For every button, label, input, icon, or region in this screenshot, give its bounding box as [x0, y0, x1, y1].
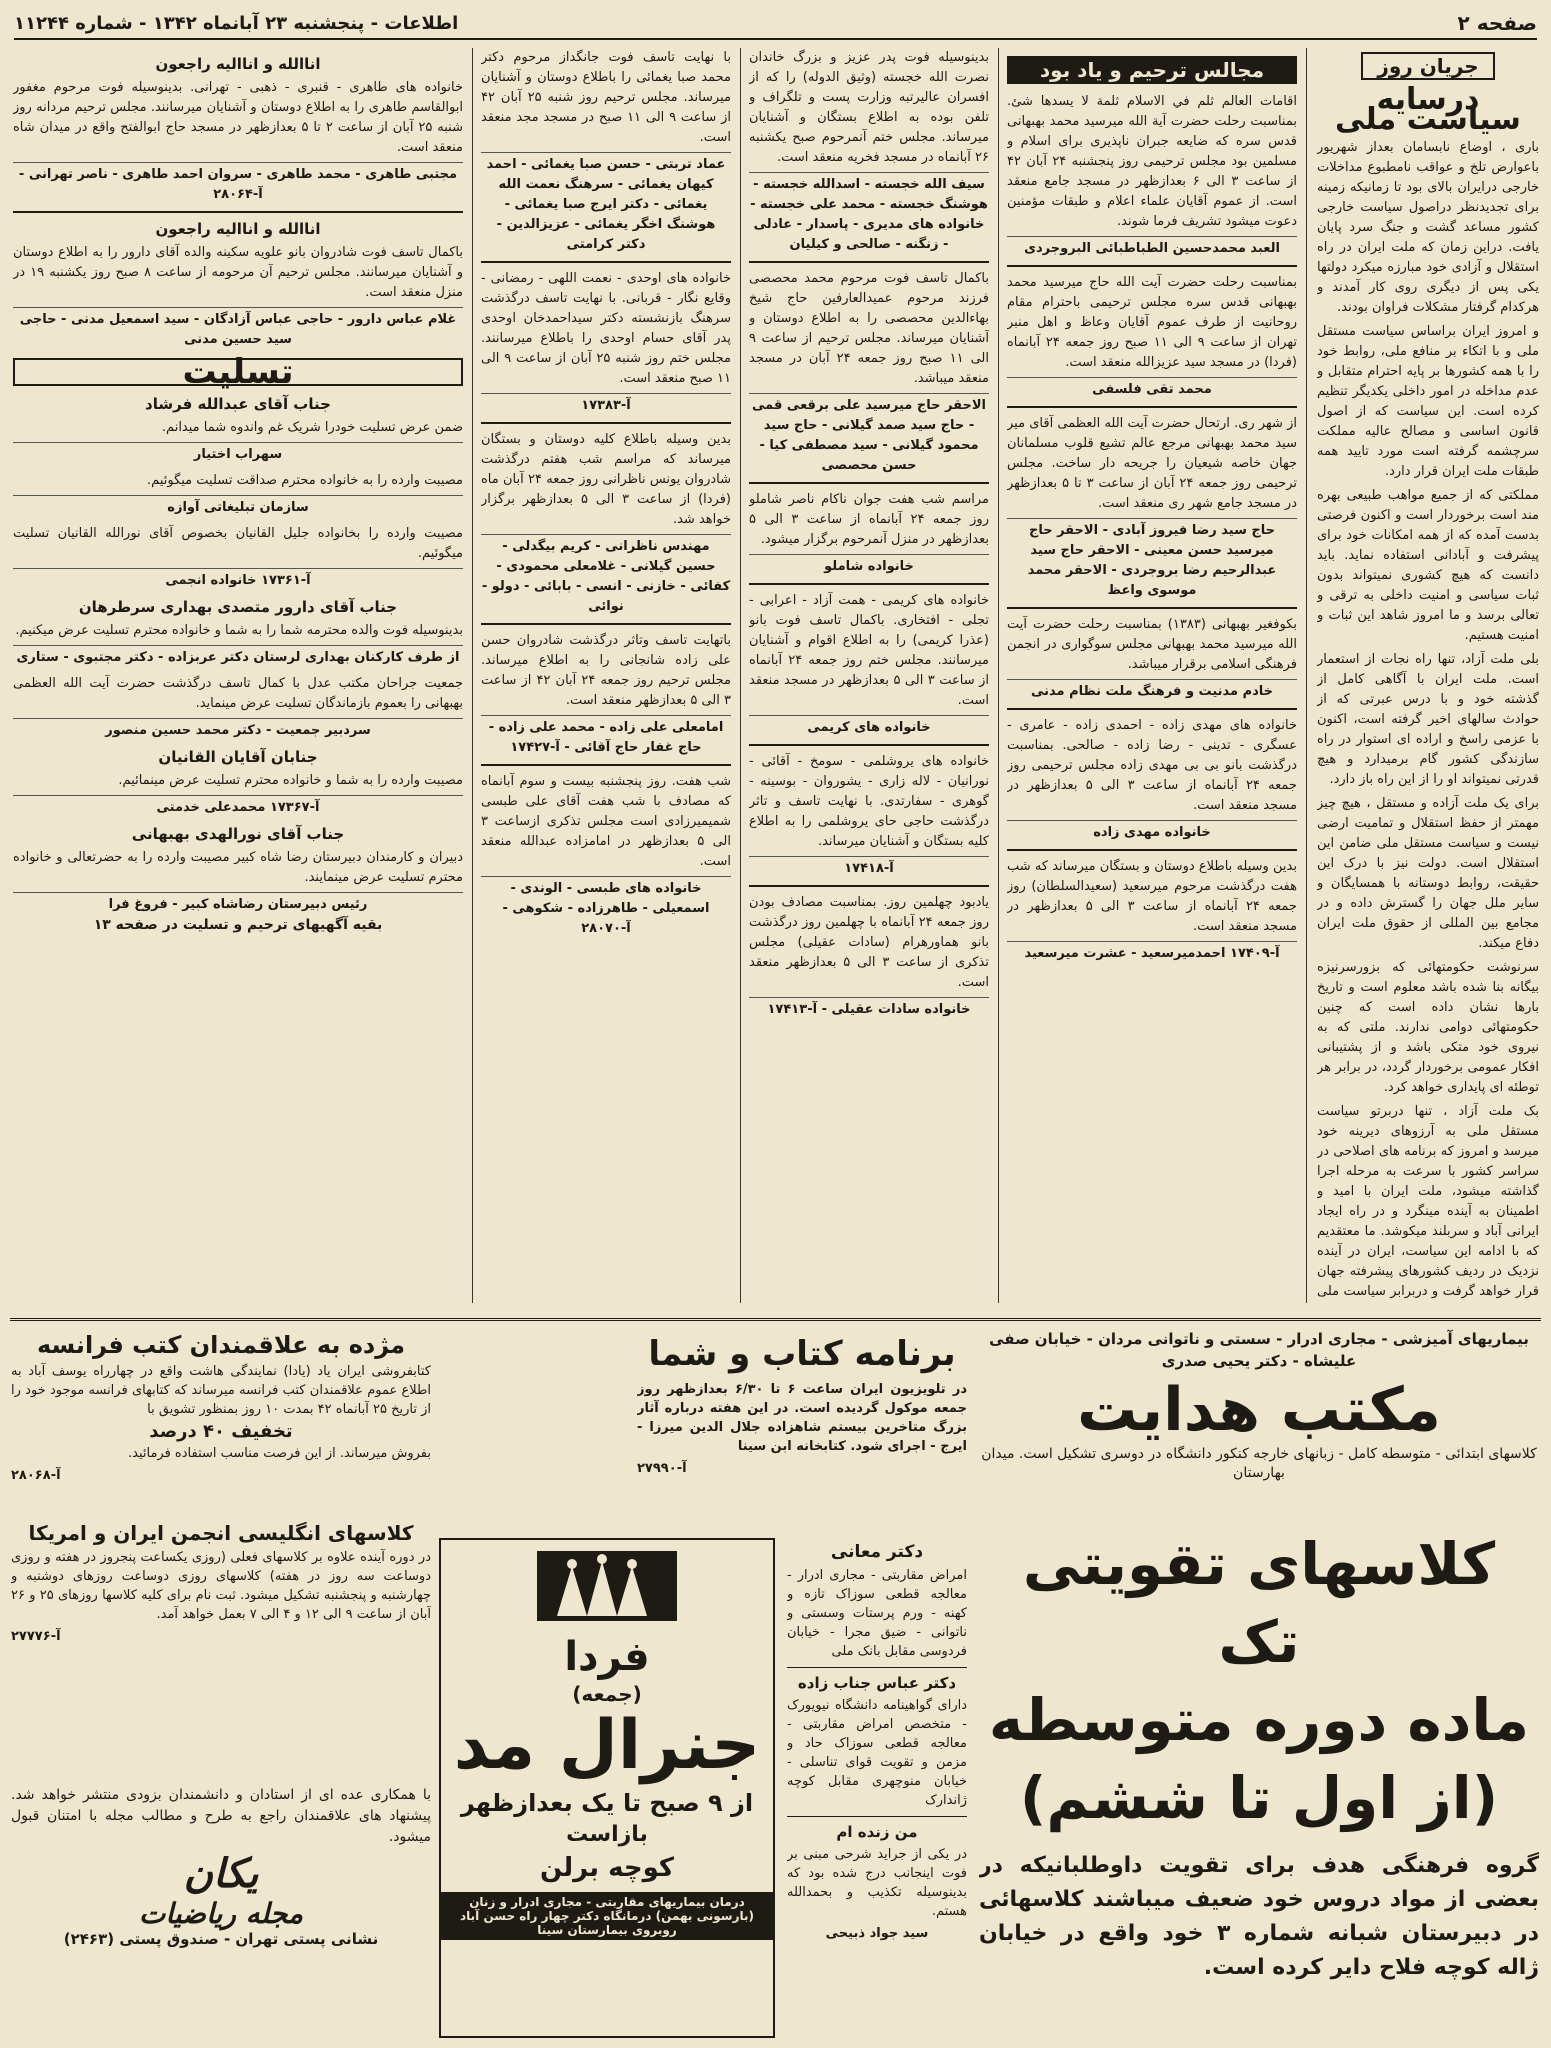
- notice-signature: آ-۱۷۴۱۸: [749, 856, 989, 879]
- condolence-text: دبیران و کارمندان دبیرستان رضا شاه کبیر مصیبت وارده را به حضرتعالی و خانواده محترم تسلیت عرض مینمایند.: [13, 850, 463, 885]
- ad-english-body: در دوره آینده علاوه بر کلاسهای فعلی (روزی یکساعت پنجروز در هفته و روزی دوساعت سه روز در هفته) کلاسهای روزی دوساعت روزهای دوشنبه و چهارشنبه و پنجشنبه تشکیل میشود. ثبت نام برای کلیه کلاسها روزهای ۲۵ و ۲۶ آبان از ساعت ۹ الی ۱۲ و ۴ الی ۷ بعمل خواهد آمد.: [11, 1550, 431, 1622]
- divider: [13, 211, 463, 213]
- ad-general-time: از ۹ صبح تا یک بعدازظهر: [460, 1789, 754, 1817]
- memorial-section-ribbon: مجالس ترحیم و یاد بود: [1007, 56, 1297, 84]
- notice-signature: امامعلی علی زاده - محمد علی زاده - حاج غفار حاج آقائی - آ-۱۷۴۲۷: [481, 715, 731, 758]
- notice-text: اقامات العالم ثلم في الاسلام ثلمة لا يسدها شئ. بمناسبت رحلت حضرت آیة الله میرسید محمد بهبهانی قدس سره که ضایعه جبران ناپذیری برای اسلام و مسلمین بود مجلس ترحیمی روز پنجشنبه ۲۴ آبان ۴۲ از ساعت ۳ الی ۶ بعدازظهر در مسجد جامع منعقد است. از عموم آقایان علماء اعلام و طبقات مؤمنین دعوت میشود تشریف فرما شوند.: [1007, 94, 1297, 229]
- notice-text: خانواده های کریمی - همت آزاد - اعرابی - تجلی - افتخاری. باکمال تاسف فوت بانو (عذرا کریمی) را به اطلاع اقوام و آشنایان میرسانند. مجلس ختم روز جمعه ۲۴ آبانماه از ساعت ۳ الی ۵ بعدازظهر در مسجد منعقد است.: [749, 593, 989, 708]
- notice-signature: خانواده های کریمی: [749, 715, 989, 738]
- ad-general-jomeh: (جمعه): [572, 1682, 642, 1706]
- notice-signature: خانواده سادات عقیلی - آ-۱۷۴۱۳: [749, 997, 989, 1020]
- ad-book-title: برنامه کتاب و شما: [648, 1334, 956, 1374]
- ad-clinic-strip: درمان بیماریهای مقاربتی - مجاری ادرار و زنان (بارسونی بهمن) درمانگاه دکتر چهار راه حسن آباد روبروی بیمارستان سینا: [441, 1892, 773, 1940]
- notice-signature: خادم مدنیت و فرهنگ ملت نظام مدنی: [1007, 679, 1297, 702]
- ad-notice-signature: سید جواد ذبیحی: [825, 1926, 929, 1941]
- ad-general-street: کوچه برلن: [539, 1853, 675, 1883]
- notice-text: بکوفغیر بهبهانی (۱۳۸۳) بمناسبت رحلت حضرت آیت الله میرسید محمد بهبهانی مجلس سوگواری در انجمن فرهنگی اسلامی برقرار میباشد.: [1007, 617, 1297, 672]
- ad-general-name: جنرال مد: [453, 1706, 761, 1785]
- divider: [1007, 607, 1297, 609]
- ad-book-program: [637, 1328, 967, 1528]
- ad-french-title: مژده به علاقمندان کتب فرانسه: [36, 1331, 406, 1359]
- ad-french-code: آ-۲۸۰۶۸: [11, 1468, 61, 1483]
- editorial-paragraph: بلی ملت آزاد، تنها راه نجات از استعمار است. ملت ایران با آگاهی کامل از گذشته خود و با درس عبرتی که از حوادث سالهای اخیر گرفته است، اکنون با عزمی راسخ و اراده ای استوار در راه سازندگی کشور گام برمیدارد و هیچ قدرتی نمیتواند او را از این راه باز دارد.: [1317, 652, 1539, 787]
- notice-signature: غلام عباس دارور - حاجی عباس آزادگان - سید اسمعیل مدنی - حاجی سید حسین مدنی: [13, 307, 463, 350]
- condolence-head: جناب آقای عبدالله فرشاد: [145, 395, 331, 413]
- divider: [1007, 849, 1297, 851]
- ad-yekan-magazine: [11, 1765, 431, 2035]
- ad-notice-text: در یکی از جراید شرحی مبنی بر فوت اینجانب درج شده بود که بدینوسیله تکذیب و بحمدالله هستم.: [787, 1847, 967, 1919]
- notice-text: بدین وسیله باطلاع کلیه دوستان و بستگان میرساند که مراسم شب هفتم درگذشت شادروان یونس ناظرانی روز جمعه ۲۴ آبان ماه (فردا) از ساعت ۳ الی ۵ بعدازظهر برگزار خواهد شد.: [481, 432, 731, 527]
- notice-signature: خانواده های طبسی - الوندی - اسمعیلی - طاهرزاده - شکوهی - آ-۲۸۰۷۰: [481, 876, 731, 939]
- notice-text: باتهایت تاسف وتاثر درگذشت شادروان حسن علی زاده شانجانی را به اطلاع میرساند. مجلس ترحیم روز جمعه ۲۴ آبان ۴۲ از ساعت ۳ الی ۵ بعدازظهر منعقد است.: [481, 633, 731, 708]
- notice-signature: الاحقر حاج میرسید علی برقعی قمی - حاج سید صمد گیلانی - حاج سید محمود گیلانی - سید مصطفی کیا - حسن محصصی: [749, 393, 989, 476]
- condolence-signature: آ-۱۷۳۶۱ خانواده انجمی: [13, 568, 463, 591]
- ad-english-title: کلاسهای انگلیسی انجمن ایران و امریکا: [28, 1521, 414, 1545]
- condolence-head: جنابان آقایان القانیان: [158, 748, 318, 766]
- condolence-signature: سازمان تبلیغاتی آوازه: [13, 495, 463, 518]
- ad-book-body: در تلویزیون ایران ساعت ۶ تا ۶/۳۰ بعدازظهر روز جمعه موکول گردیده است. در این هفته درباره آثار بزرگ متاخرین بیستم شاهزاده جلال الدین میرزا - ایرج - اجرای شود. کتابخانه ابن سینا: [637, 1382, 967, 1454]
- ads-separator: [10, 1318, 1541, 1321]
- ad-yekan-address: نشانی پستی تهران - صندوق پستی (۲۴۶۳): [63, 1930, 379, 1948]
- page-number: صفحه ۲: [1457, 11, 1537, 35]
- divider: [749, 583, 989, 585]
- divider: [1007, 708, 1297, 710]
- condolence-text: جمعیت جراحان مکتب عدل با کمال تاسف درگذشت حضرت آیت الله العظمی بهبهانی را بعموم بازماندگان تسلیت عرض مینماید.: [13, 676, 463, 711]
- condolence-text: ضمن عرض تسلیت خودرا شریک غم واندوه شما میدانم.: [161, 420, 463, 435]
- ad-french-body-2: بفروش میرساند. از این فرصت مناسب استفاده فرمائید.: [127, 1446, 431, 1461]
- ad-hedayat-title: مکتب هدایت: [1077, 1375, 1441, 1445]
- ad-general-mod: [439, 1538, 775, 2038]
- condolence-head: جناب آقای دارور متصدی بهداری سرطرهان: [78, 598, 398, 616]
- ad-notice-title: من زنده ام: [836, 1823, 918, 1841]
- ad-tutoring-classes: [979, 1525, 1539, 2040]
- notice-text: بدین وسیله باطلاع دوستان و بستگان میرساند که شب هفت درگذشت مرحوم میرسعید (سعیدالسلطان) روز جمعه ۲۴ آبانماه از ساعت ۳ الی ۵ بعدازظهر در مسجد منعقد است.: [1007, 859, 1297, 934]
- ad-tutoring-line-3: (از اول تا ششم): [1019, 1764, 1499, 1832]
- ad-book-code: آ-۲۷۹۹۰: [637, 1461, 687, 1476]
- column-editorial: [1317, 48, 1539, 1303]
- notice-text: باکمال تاسف فوت مرحوم محمد محصصی فرزند مرحوم عمیدالعارفین حاج شیخ بهاءالدین محصصی را به اطلاع دوستان و آشنایان میرساند. مجلس ترحیم از ساعت ۹ الی ۱۱ صبح روز جمعه ۲۴ آبان در مسجد منعقد میباشد.: [749, 271, 989, 386]
- ad-french-books: [11, 1328, 431, 1508]
- divider: [749, 744, 989, 746]
- editorial-title: درسایه سیاست ملی: [1335, 82, 1521, 137]
- ad-general-open: بازاست: [566, 1822, 648, 1847]
- editorial-paragraph: باری ، اوضاع نابسامان بعداز شهریور باعوارض تلخ و عواقب نامطبوع مداخلات خارجی درایران بالای بود تا زمانیکه زمینه برای تجدیدنظر دراصول سیاست خارجی کشور مساعد گشت و جنگ سرد پایان یافت. دراین زمان که ملت ایران در راه استقلال و آزادی خود مبارزه میکرد دولتها یکی پس از دیگری روی کار آمدند و هرکدام گرفتار مشکلات فراوان بودند.: [1317, 140, 1539, 315]
- condolence-signature: سردبیر جمعیت - دکتر محمد حسین منصور: [13, 718, 463, 741]
- ad-clinic-line: بیماریهای آمیزشی - مجاری ادرار - سستی و ناتوانی مردان - خیابان صفی علیشاه - دکتر یحیی صدری: [989, 1330, 1529, 1370]
- notice-text: مراسم شب هفت جوان ناکام ناصر شاملو روز جمعه ۲۴ آبانماه از ساعت ۳ الی ۵ بعدازظهر در منزل آنمرحوم برگزار میشود.: [749, 492, 989, 547]
- masthead: [14, 8, 1537, 40]
- editorial-paragraph: و امروز ایران براساس سیاست مستقل ملی و با اتکاء بر منافع ملی، روابط خود را با همه کشورها بر پایه احترام متقابل و عدم مداخله در امور داخلی یکدیگر تنظیم کرده است. این سیاست که از اصول قانون اساسی و مصالح عالیه مملکت سرچشمه گرفته است مورد تایید همه طبقات ملت ایران قرار دارد.: [1317, 324, 1539, 479]
- notice-signature: خانواده مهدی زاده: [1007, 820, 1297, 843]
- notice-title: اناالله و انااليه راجعون: [155, 55, 321, 73]
- notice-text: با نهایت تاسف فوت جانگداز مرحوم دکتر محمد صبا یغمائی را باطلاع دوستان و آشنایان میرساند. مجلس ترحیم روز شنبه ۲۵ آبان ۴۲ از ساعت ۹ الی ۱۱ صبح در مسجد مجد منعقد است.: [481, 50, 731, 145]
- column-rule: [472, 48, 473, 1303]
- divider: [481, 422, 731, 424]
- ad-english-code: آ-۲۷۷۷۶: [11, 1629, 61, 1644]
- condolence-signature: سهراب اختیار: [13, 442, 463, 465]
- hats-emblem-icon: [532, 1546, 682, 1626]
- notice-signature: محمد تقی فلسفی: [1007, 377, 1297, 400]
- notice-signature: مهندس ناظرانی - کریم بیگدلی - حسین گیلانی - غلامعلی محمودی - کفائی - خازنی - انسی - بابائی - دولو - نوائی: [481, 534, 731, 617]
- condolence-signature: از طرف کارکنان بهداری لرستان دکتر عربزاده - دکتر مجتبوی - ستاری: [13, 645, 463, 668]
- divider: [1007, 265, 1297, 267]
- notice-text: بمناسبت رحلت حضرت آیت الله حاج میرسید محمد بهبهانی قدس سره مجلس ترحیمی باحترام مقام روحانیت از طرف عموم آقایان وعاظ و اهل منبر تهران از ساعت ۹ الی ۱۱ صبح روز جمعه ۲۴ آبانماه (فردا) در مسجد سید عزیزالله منعقد است.: [1007, 275, 1297, 370]
- condolence-text: مصیبت وارده را به شما و خانواده محترم تسلیت عرض مینمائیم.: [118, 773, 463, 788]
- divider: [1007, 406, 1297, 408]
- divider: [787, 1816, 967, 1817]
- notice-signature: عماد تربتی - حسن صبا یغمائی - احمد کیهان یغمائی - سرهنگ نعمت الله یغمائی - دکتر ایرج صبا یغمائی - هوشنگ اخگر یغمائی - عزیزالدین - دکتر کرامتی: [481, 152, 731, 255]
- notice-signature: سیف الله خجسته - اسدالله خجسته - هوشنگ خجسته - محمد علی خجسته - خانواده های مدیری - پاسدار - عادلی - زنگنه - صالحی و کیلیان: [749, 172, 989, 255]
- notice-text: باکمال تاسف فوت شادروان بانو علویه سکینه والده آقای دارور را به اطلاع دوستان و آشنایان میرسانند. مجلس ترحیم آن مرحومه از ساعت ۸ صبح روز یکشنبه ۱۹ در منزل منعقد است.: [13, 245, 463, 300]
- notice-signature: آ-۱۷۳۸۳: [481, 393, 731, 416]
- column-rule: [998, 48, 999, 1303]
- ad-yekan-subtitle: مجله ریاضیات: [138, 1897, 304, 1930]
- ad-maktab-hedayat: [979, 1328, 1539, 1513]
- editorial-paragraph: مملکتی که از جمیع مواهب طبیعی بهره مند است برخوردار است و اکنون فرصتی بدست آمده که از همه امکانات خود برای پیشرفت و آبادانی استفاده نماید. باید دانست که هیچ کشوری نمیتواند بدون ثبات سیاسی و امنیت داخلی به ترقی و تعالی برسد و ما امروز شاهد این ثبات و امنیت هستیم.: [1317, 488, 1539, 643]
- condolence-text: مصیبت وارده را بخانواده جلیل القانیان بخصوص آقای نورالله القانیان تسلیت میگوئیم.: [13, 526, 463, 561]
- notice-signature: مجتبی طاهری - محمد طاهری - سروان احمد طاهری - ناصر تهرانی - آ-۲۸۰۶۴: [13, 162, 463, 205]
- ad-doctor-text: امراض مقاربتی - مجاری ادرار - معالجه قطعی سوزاک تازه و کهنه - ورم پرستات وسستی و ناتوانی - ضیق مجرا - خیابان فردوسی مقابل بانک ملی: [787, 1568, 967, 1659]
- ad-french-body: کتابفروشی ایران یاد (یادا) نمایندگی هاشت واقع در چهارراه یوسف آباد به اطلاع عموم علاقمندان کتب فرانسه میرساند که کتابهای فرانسه موجود خود را از تاریخ ۲۵ آبانماه ۴۲ بمدت ۱۰ روز بمنظور تشویق با: [11, 1364, 431, 1417]
- column-memorials-1: [1007, 48, 1297, 1303]
- section-box-title: جریان روز: [1361, 52, 1494, 80]
- column-rule: [740, 48, 741, 1303]
- ad-tutoring-subtext: گروه فرهنگی هدف برای تقویت داوطلبانیکه در بعضی از مواد دروس خود ضعیف میباشند کلاسهائی در دبیرستان شبانه شماره ۳ خود واقع در خیابان ژاله کوچه فلاح دایر کرده است.: [979, 1853, 1539, 1980]
- column-memorials-3: [481, 48, 731, 1303]
- divider: [481, 764, 731, 766]
- column-rule: [1306, 48, 1307, 1303]
- ad-doctor-text: دارای گواهینامه دانشگاه نیویورک - متخصص امراض مقاربتی - معالجه قطعی سوزاک حاد و مزمن و تقویت قوای تناسلی - خیابان منوچهری مقابل کوچه ژاندارک: [787, 1698, 967, 1808]
- masthead-info: اطلاعات - پنجشنبه ۲۳ آبانماه ۱۳۴۲ - شماره ۱۱۲۴۴: [14, 12, 459, 34]
- notice-title: اناالله و انااليه راجعون: [155, 220, 321, 238]
- ad-tutoring-line-2: ماده دوره متوسطه: [988, 1686, 1530, 1754]
- divider: [749, 885, 989, 887]
- notice-text: یادبود چهلمین روز. بمناسبت مصادف بودن روز جمعه ۲۴ آبانماه با چهلمین روز درگذشت بانو هماورهرام (سادات عقیلی) مجلس تذکری از ساعت ۳ الی ۵ بعدازظهر منعقد است.: [749, 895, 989, 990]
- notice-signature: خانواده شاملو: [749, 554, 989, 577]
- continued-note: بقیه آگهیهای ترحیم و تسلیت در صفحه ۱۳: [93, 917, 383, 933]
- divider: [787, 1667, 967, 1668]
- ad-english-classes: [11, 1518, 431, 1753]
- editorial-paragraph: بک ملت آزاد ، تنها دربرتو سیاست مستقل ملی به آرزوهای دیرینه خود میرسد و امروز که برنامه های اصلاحی در سراسر کشور با سرعت به مرحله اجرا گذاشته میشود، ملت ایران با امید و اطمینان به آینده مینگرد و در راه ایجاد ایرانی آباد و سربلند میکوشد. ما معتقدیم که با ادامه این سیاست، ایران در آینده نزدیک در ردیف کشورهای پیشرفته جهان قرار خواهد گرفت و دربرابر سیاست ملی: [1317, 1104, 1539, 1299]
- notice-signature: آ-۱۷۴۰۹ احمدمیرسعید - عشرت میرسعید: [1007, 941, 1297, 964]
- column-memorials-2: [749, 48, 989, 1303]
- notice-text: خانواده های یروشلمی - سومخ - آقائی - نورانیان - لاله زاری - یشوروان - بوسینه - گوهری - سفارتدی. با نهایت تاسف و تاثر درگذشت حاجی حای یروشلمی را به اطلاع کلیه بستگان و آشنایان میرساند.: [749, 754, 989, 849]
- notice-text: از شهر ری. ارتحال حضرت آیت الله العظمی آقای میر سید محمد بهبهانی مرجع عالم تشیع قلوب مسلمانان جهان خاصه شیعیان را جریحه دار ساخت. مجلس ترحیمی روز جمعه ۲۴ آبان از ساعت ۳ تا ۵ بعدازظهر در مسجد جامع شهر ری منعقد است.: [1007, 416, 1297, 511]
- condolence-signature: رئیس دبیرستان رضاشاه کبیر - فروغ فرا: [13, 892, 463, 915]
- ad-yekan-body: با همکاری عده ای از استادان و دانشمندان بزودی منتشر خواهد شد. پیشنهاد های علاقمندان راجع به طرح و مطالب مجله با امتنان قبول میشود.: [11, 1787, 431, 1845]
- notice-text: خانواده های مهدی زاده - احمدی زاده - عامری - عسگری - تدینی - رضا زاده - صالحی. بمناسبت درگذشت بانو بی بی مهدی زاده مجلس ترحیمی روز جمعه ۲۴ آبانماه از ساعت ۳ الی ۵ بعدازظهر در مسجد منعقد است.: [1007, 718, 1297, 813]
- divider: [481, 261, 731, 263]
- ad-hedayat-body: کلاسهای ابتدائی - متوسطه کامل - زبانهای خارجه کنکور دانشگاه در دوسری تشکیل است. میدان بهارستان: [981, 1446, 1537, 1481]
- condolence-head: جناب آقای نورالهدی بهبهانی: [131, 825, 345, 843]
- ad-doctor-name: دکتر عباس جناب زاده: [797, 1674, 957, 1692]
- ad-yekan-name: یکان: [183, 1851, 259, 1897]
- notice-text: خانواده های طاهری - قنبری - ذهبی - تهرانی. بدینوسیله فوت مرحوم مغفور ابوالقاسم طاهری را به اطلاع دوستان و آشنایان میرسانند. مجلس ترحیم مردانه روز شنبه ۲۵ آبان از ساعت ۲ تا ۵ بعدازظهر در مسجد حاج ابوالفتح واقع در میدان شاه منعقد است.: [13, 80, 463, 155]
- ad-doctors-column: [787, 1538, 967, 2038]
- column-condolences: [13, 48, 463, 1303]
- condolence-banner: تسلیت: [13, 358, 463, 386]
- condolence-text: مصیبت وارده را به خانواده محترم صداقت تسلیت میگوئیم.: [147, 473, 463, 488]
- editorial-paragraph: سرنوشت حکومتهائی که بزورسرنیزه بیگانه بنا شده باشد معلوم است و تاریخ بارها نشان داده است که چنین حکومتهائی دوامی ندارند. ملتی که به نیروی خود متکی باشد و از پشتیبانی افکار عمومی برخوردار گردد، در برابر هر توطئه ای پایداری خواهد کرد.: [1317, 960, 1539, 1095]
- condolence-text: بدینوسیله فوت والده محترمه شما را به شما و خانواده محترم تسلیت عرض میکنیم.: [15, 623, 463, 638]
- ad-doctor-name: دکتر معانی: [830, 1542, 924, 1562]
- ad-general-farda: فردا: [564, 1634, 650, 1680]
- notice-text: خانواده های اوحدی - نعمت اللهی - رمضانی - وقایع نگار - قربانی. با نهایت تاسف درگذشت سرهنگ بازنشسته دکتر سیداحمدخان اوحدی پدر آقای حسام اوحدی را باطلاع میرسانند. مجلس ختم روز شنبه ۲۵ آبان از ساعت ۹ الی ۱۱ صبح منعقد است.: [481, 271, 731, 386]
- editorial-paragraph: برای یک ملت آزاده و مستقل ، هیچ چیز مهمتر از حفظ استقلال و تمامیت ارضی نیست و سیاست مستقل ملی ضامن این استقلال است. دولت نیز با درک این حقیقت، روابط دوستانه با همسایگان و سایر ملل جهان را گسترش داده و در مجامع بین المللی از حقوق ملت ایران دفاع میکند.: [1317, 796, 1539, 951]
- notice-text: بدینوسیله فوت پدر عزیز و بزرگ خاندان نصرت الله خجسته (وثیق الدوله) را که از افسران عالیرتبه وزارت پست و تلگراف و تلفن بوده به اطلاع بستگان و آشنایان میرساند. مجلس ختم آنمرحوم صبح یکشنبه ۲۶ آبانماه در مسجد فخریه منعقد است.: [749, 50, 989, 165]
- ad-tutoring-line-1: کلاسهای تقویتی تک: [1022, 1530, 1496, 1676]
- notice-text: شب هفت. روز پنجشنبه بیست و سوم آبانماه که مصادف با شب هفت آقای علی طبسی شمیمیرزادی است مجلس تذکری ازساعت ۳ الی ۵ بعدازظهر در امامزاده عبدالله منعقد است.: [481, 774, 731, 869]
- divider: [749, 482, 989, 484]
- ad-french-discount: تخفیف ۴۰ درصد: [149, 1421, 293, 1442]
- notice-signature: العبد محمدحسین الطباطبائی البروجردی: [1007, 236, 1297, 259]
- notice-signature: حاج سید رضا فیروز آبادی - الاحقر حاج میرسید حسن معینی - الاحقر حاج سید عبدالرحیم رضا بروجردی - الاحقر محمد موسوی واعظ: [1007, 518, 1297, 601]
- condolence-signature: آ-۱۷۳۶۷ محمدعلی خدمتی: [13, 795, 463, 818]
- divider: [481, 623, 731, 625]
- divider: [749, 261, 989, 263]
